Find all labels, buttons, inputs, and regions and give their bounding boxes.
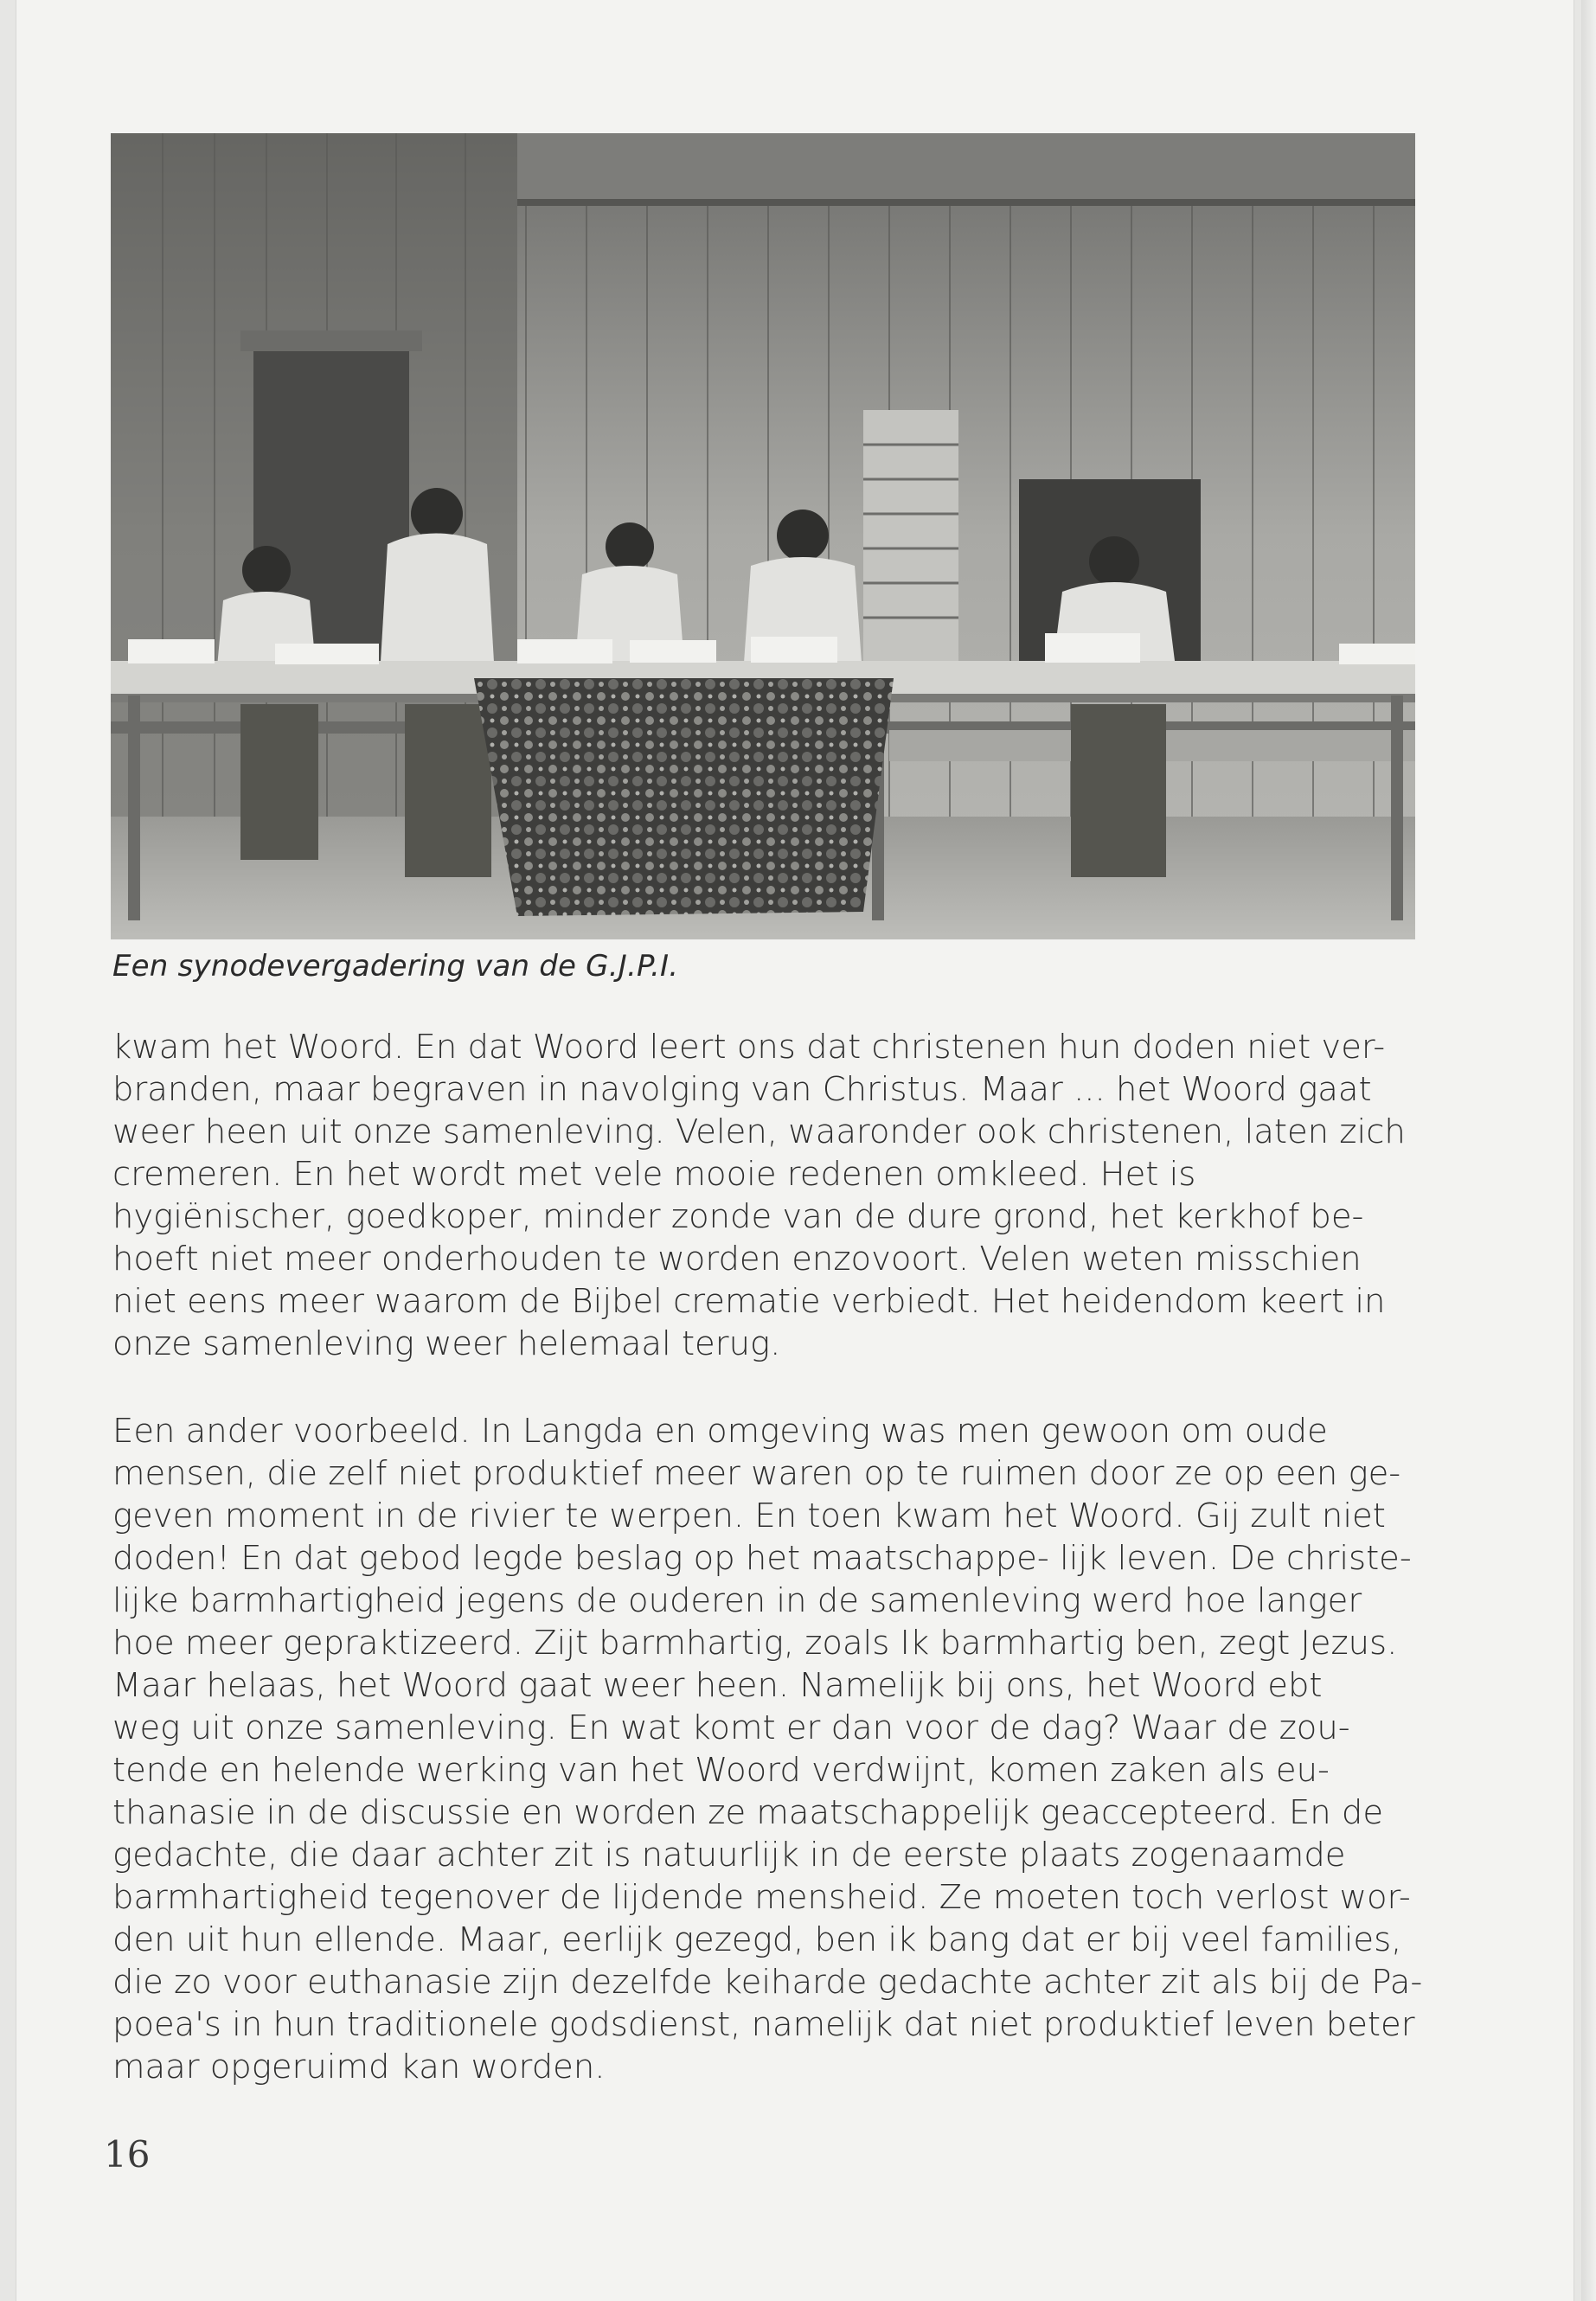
text-line: niet eens meer waarom de Bijbel crematie verbiedt. Het heidendom keert in	[112, 1282, 1386, 1321]
text-line: hoe meer gepraktizeerd. Zijt barmhartig, zoals Ik barmhartig ben, zegt Jezus.	[112, 1624, 1398, 1663]
text-line: den uit hun ellende. Maar, eerlijk gezegd, ben ik bang dat er bij veel families,	[112, 1920, 1402, 1959]
text-line: maar opgeruimd kan worden.	[112, 2048, 606, 2086]
text-line: die zo voor euthanasie zijn dezelfde keiharde gedachte achter zit als bij de Pa-	[112, 1963, 1423, 2002]
text-line: doden! En dat gebod legde beslag op het maatschappe- lijk leven. De christe-	[112, 1539, 1412, 1578]
text-line: onze samenleving weer helemaal terug.	[112, 1324, 781, 1363]
text-line: gedachte, die daar achter zit is natuurlijk in de eerste plaats zogenaamde	[112, 1836, 1346, 1875]
text-line: weer heen uit onze samenleving. Velen, waaronder ook christenen, laten zich	[112, 1112, 1406, 1151]
text-line: mensen, die zelf niet produktief meer waren op te ruimen door ze op een ge-	[112, 1454, 1401, 1493]
text-line: poea's in hun traditionele godsdienst, namelijk dat niet produktief leven beter	[112, 2005, 1415, 2044]
page-number: 16	[104, 2133, 151, 2176]
text-line: barmhartigheid tegenover de lijdende mensheid. Ze moeten toch verlost wor-	[112, 1878, 1411, 1917]
text-line: cremeren. En het wordt met vele mooie redenen omkleed. Het is	[112, 1155, 1196, 1194]
text-line: hygiënischer, goedkoper, minder zonde van de dure grond, het kerkhof be-	[112, 1197, 1364, 1236]
text-line: Maar helaas, het Woord gaat weer heen. Namelijk bij ons, het Woord ebt	[112, 1666, 1323, 1705]
page-edge	[1581, 0, 1596, 2301]
photo-caption: Een synodevergadering van de G.J.P.I.	[112, 949, 679, 984]
text-line: branden, maar begraven in navolging van Christus. Maar ... het Woord gaat	[112, 1070, 1372, 1109]
paragraph-1	[112, 1026, 1419, 1365]
synod-meeting-photo	[111, 133, 1415, 939]
text-line: tende en helende werking van het Woord verdwijnt, komen zaken als eu-	[112, 1751, 1330, 1790]
text-line: thanasie in de discussie en worden ze maatschappelijk geaccepteerd. En de	[112, 1793, 1384, 1832]
text-line: hoeft niet meer onderhouden te worden enzovoort. Velen weten misschien	[112, 1240, 1362, 1279]
text-line: weg uit onze samenleving. En wat komt er dan voor de dag? Waar de zou-	[112, 1708, 1350, 1747]
paragraph-2	[112, 1410, 1423, 2088]
text-line: Een ander voorbeeld. In Langda en omgeving was men gewoon om oude	[112, 1412, 1328, 1451]
text-line: geven moment in de rivier te werpen. En toen kwam het Woord. Gij zult niet	[112, 1497, 1386, 1535]
text-line: kwam het Woord. En dat Woord leert ons dat christenen hun doden niet ver-	[112, 1028, 1386, 1067]
text-line: lijke barmhartigheid jegens de ouderen in de samenleving werd hoe langer	[112, 1581, 1362, 1620]
